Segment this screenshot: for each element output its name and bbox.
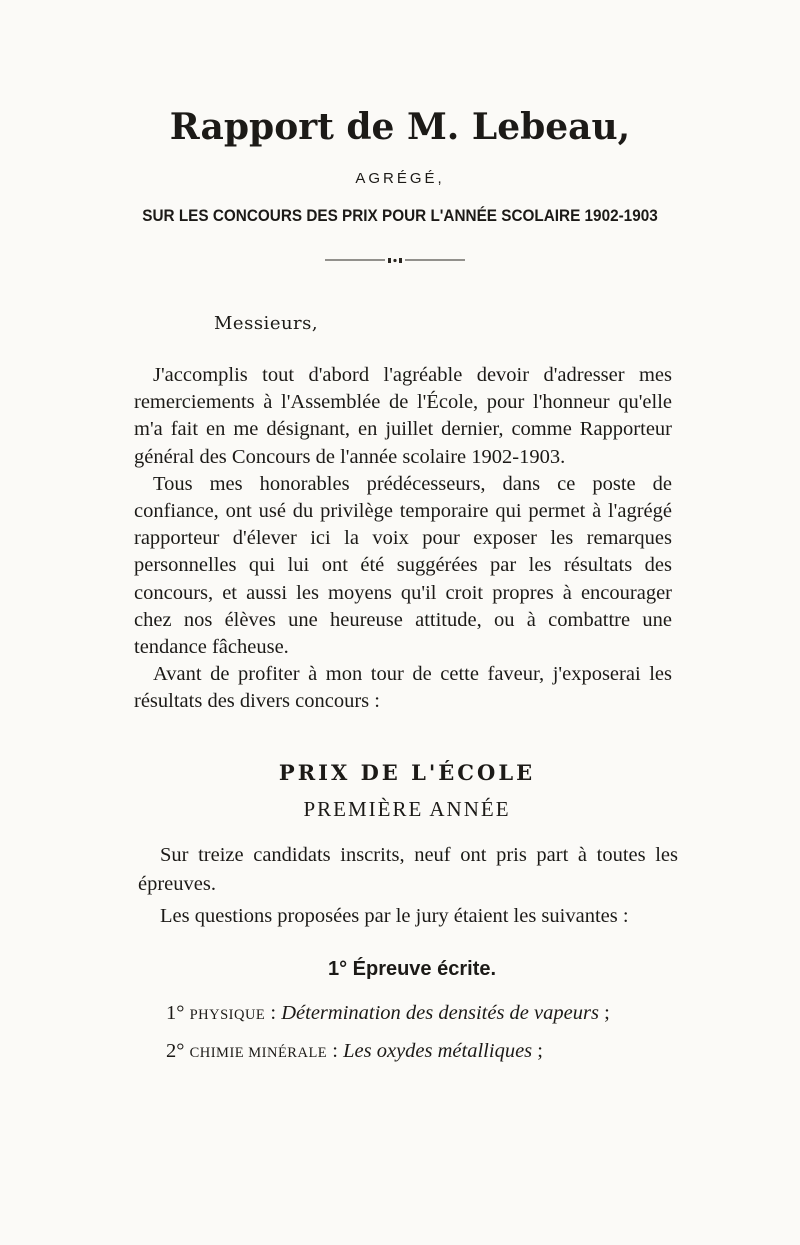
section-title: PRIX DE L'ÉCOLE	[278, 760, 536, 785]
paragraph: Les questions proposées par le jury étaient les suivantes :	[160, 905, 629, 927]
item-number: 1°	[166, 1002, 185, 1024]
section-text	[138, 841, 678, 934]
item-subject: PHYSIQUE	[189, 1007, 266, 1023]
question-item	[166, 1040, 543, 1063]
salutation: Messieurs,	[214, 313, 319, 334]
report-topic: SUR LES CONCOURS DES PRIX POUR L'ANNÉE SCOLAIRE 1902-1903	[142, 206, 658, 225]
item-number: 2°	[166, 1040, 185, 1062]
epreuve-heading: 1° Épreuve écrite.	[327, 958, 497, 980]
item-topic: Les oxydes métalliques	[343, 1040, 533, 1062]
section-subtitle: PREMIÈRE ANNÉE	[303, 797, 511, 821]
item-subject: CHIMIE MINÉRALE	[189, 1045, 328, 1061]
divider-ornament	[325, 255, 465, 265]
paragraph: J'accomplis tout d'abord l'agréable devoir d'adresser mes remerciements à l'Assemblée de l'École, pour l'honneur qu'elle m'a fait en me désignant, en juillet dernier, comme Rapporteur général des Concours de l'année scolaire 1902-1903.	[134, 364, 672, 468]
author-rank: AGRÉGÉ,	[355, 170, 445, 187]
item-end: ;	[598, 1002, 610, 1024]
item-end: ;	[532, 1040, 543, 1062]
item-separator: :	[327, 1040, 344, 1062]
question-item	[166, 1002, 610, 1025]
paragraph: Tous mes honorables prédécesseurs, dans ce poste de confiance, ont usé du privilège temporaire qui permet à l'agrégé rapporteur d'élever ici la voix pour exposer les remarques personnelles qui lui ont été suggérées par les résultats des concours, et aussi les moyens qu'il croit propres à encourager chez nos élèves une heureuse attitude, ou à combattre une tendance fâcheuse.	[134, 472, 672, 659]
paragraph: Sur treize candidats inscrits, neuf ont pris part à toutes les épreuves.	[138, 844, 678, 895]
item-topic: Détermination des densités de vapeurs	[281, 1002, 599, 1024]
item-separator: :	[265, 1002, 282, 1024]
report-title: Rapport de M. Lebeau,	[169, 106, 631, 148]
intro-text	[134, 362, 672, 716]
paragraph: Avant de profiter à mon tour de cette faveur, j'exposerai les résultats des divers concours :	[134, 663, 672, 713]
